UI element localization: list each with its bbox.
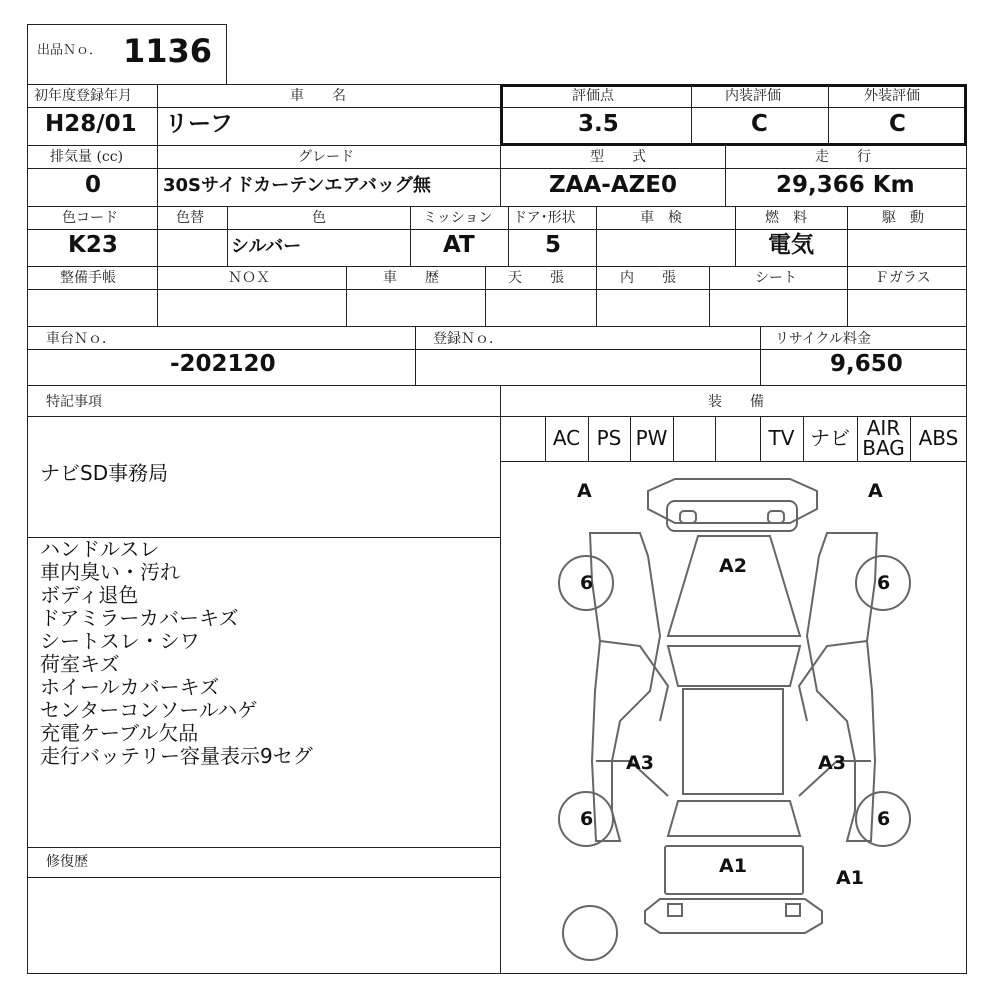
door-value: 5 xyxy=(545,232,562,258)
diagram-tail: A1 xyxy=(719,855,747,877)
drive-label: 駆 動 xyxy=(882,210,924,226)
exterior-value: C xyxy=(889,111,906,137)
remark-item: 充電ケーブル欠品 xyxy=(40,721,199,745)
maintenance-label: 整備手帳 xyxy=(60,270,116,286)
history-label: 車 歴 xyxy=(383,270,439,286)
grade-value: 30Sサイドカーテンエアバッグ無 xyxy=(163,175,431,196)
mileage-label: 走 行 xyxy=(815,149,871,165)
diagram-wheel-fr: 6 xyxy=(877,572,891,594)
equip-abs: ABS xyxy=(918,426,959,450)
equip-airbag: AIR BAG xyxy=(862,416,905,460)
diagram-front-left: A xyxy=(577,480,592,502)
nox-label: ＮＯＸ xyxy=(228,270,270,286)
remark-item: 車内臭い・汚れ xyxy=(40,560,180,584)
seat-label: シート xyxy=(755,270,797,286)
remark-item: センターコンソールハゲ xyxy=(40,698,258,722)
diagram-front-right: A xyxy=(868,480,883,502)
remarks-label: 特記事項 xyxy=(46,394,102,410)
lot-label: 出品Ｎｏ． xyxy=(37,43,103,58)
registration-label: 登録Ｎｏ． xyxy=(433,331,503,347)
lot-number: 1136 xyxy=(123,32,213,70)
exterior-label: 外装評価 xyxy=(864,88,920,104)
door-label: ドア･形状 xyxy=(513,210,576,226)
equip-ac: AC xyxy=(552,426,581,450)
first-reg-label: 初年度登録年月 xyxy=(34,88,132,104)
recycle-value: 9,650 xyxy=(830,351,903,377)
remark-item: ハンドルスレ xyxy=(40,537,160,561)
color-value: シルバー xyxy=(231,236,302,257)
repair-history-label: 修復歴 xyxy=(46,854,88,870)
diagram-hood: A2 xyxy=(719,555,747,577)
model-label: 型 式 xyxy=(590,149,646,165)
remark-item: ドアミラーカバーキズ xyxy=(40,606,239,630)
color-change-label: 色替 xyxy=(176,210,204,226)
remarks-list xyxy=(40,538,313,768)
diagram-rear-corner: A1 xyxy=(836,867,864,889)
grade-label: グレード xyxy=(298,149,354,165)
color-label: 色 xyxy=(312,210,326,226)
equip-navi: ナビ xyxy=(810,426,850,450)
remark-item: ホイールカバーキズ xyxy=(40,675,220,699)
diagram-wheel-fl: 6 xyxy=(580,572,594,594)
score-label: 評価点 xyxy=(572,88,614,104)
mileage-value: 29,366 Km xyxy=(776,172,915,198)
color-code-value: K23 xyxy=(68,232,118,258)
equipment-label: 装 備 xyxy=(708,394,764,410)
color-code-label: 色コード xyxy=(62,210,118,226)
car-name-value: リーフ xyxy=(165,111,233,137)
diagram-left-side: A3 xyxy=(626,752,654,774)
interior-label: 内装評価 xyxy=(725,88,781,104)
mission-label: ミッション xyxy=(423,210,493,226)
remarks-top-note: ナビSD事務局 xyxy=(40,461,169,485)
diagram-right-side: A3 xyxy=(818,752,846,774)
front-glass-label: Ｆガラス xyxy=(875,270,931,286)
inspection-label: 車 検 xyxy=(640,210,682,226)
ceiling-label: 天 張 xyxy=(508,270,564,286)
chassis-label: 車台Ｎｏ． xyxy=(46,331,116,347)
remark-item: 荷室キズ xyxy=(40,652,120,676)
first-reg-value: H28/01 xyxy=(45,111,137,137)
remark-item: シートスレ・シワ xyxy=(40,629,200,653)
model-value: ZAA-AZE0 xyxy=(549,172,678,198)
interior-value: C xyxy=(751,111,768,137)
remark-item: ボディ退色 xyxy=(40,583,139,607)
car-diagram xyxy=(500,461,967,974)
interior-trim-label: 内 張 xyxy=(620,270,676,286)
displacement-label: 排気量 (cc) xyxy=(50,149,124,165)
diagram-wheel-rl: 6 xyxy=(580,808,594,830)
equip-ps: PS xyxy=(596,426,622,450)
diagram-wheel-rr: 6 xyxy=(877,808,891,830)
chassis-value: -202120 xyxy=(170,351,276,377)
mission-value: AT xyxy=(443,232,475,258)
car-name-label: 車 名 xyxy=(290,88,346,104)
equip-tv: TV xyxy=(768,426,795,450)
displacement-value: 0 xyxy=(85,172,102,198)
fuel-label: 燃 料 xyxy=(765,210,807,226)
fuel-value: 電気 xyxy=(768,232,814,258)
recycle-label: リサイクル料金 xyxy=(775,331,872,347)
remark-item: 走行バッテリー容量表示9セグ xyxy=(40,744,313,768)
equip-pw: PW xyxy=(635,426,668,450)
score-value: 3.5 xyxy=(578,111,619,137)
lot-box xyxy=(27,24,227,85)
